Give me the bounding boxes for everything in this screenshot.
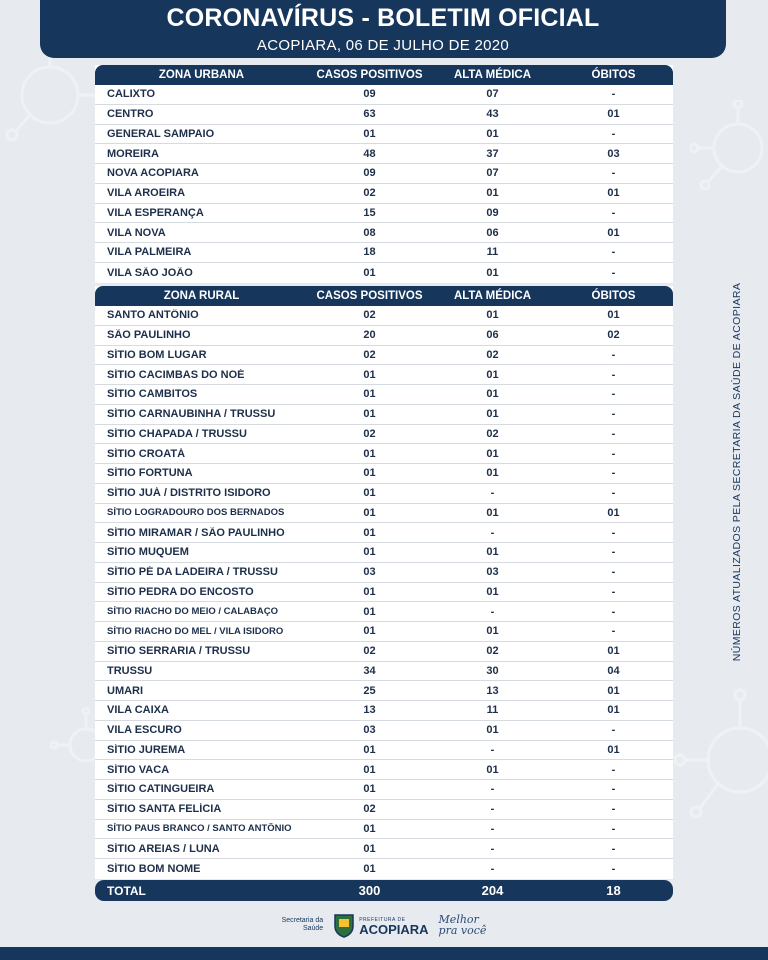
table-row — [95, 184, 673, 204]
table-row — [95, 326, 673, 346]
cases-value: 01 — [363, 763, 376, 776]
location-name: MOREIRA — [107, 147, 159, 160]
cases-value: 01 — [363, 447, 376, 460]
recovered-value: - — [490, 605, 495, 618]
table-row — [95, 365, 673, 385]
deaths-value: - — [611, 467, 616, 480]
location-name: SÍTIO CAMBITOS — [107, 388, 198, 401]
table-row — [95, 444, 673, 464]
location-name: GENERAL SAMPAIO — [107, 127, 215, 140]
deaths-value: - — [611, 724, 616, 737]
cases-value: 01 — [363, 546, 376, 559]
footer-logos — [0, 905, 768, 945]
location-name: CALIXTO — [107, 88, 156, 101]
table-row — [95, 504, 673, 524]
cases-value: 02 — [363, 427, 376, 440]
coat-of-arms-icon — [333, 912, 355, 938]
location-name: VILA ESCURO — [107, 724, 182, 737]
deaths-value: - — [611, 266, 616, 279]
deaths-value: 01 — [607, 645, 620, 658]
cases-value: 01 — [363, 822, 376, 835]
recovered-value: - — [490, 862, 495, 875]
rural-zone-table — [95, 286, 673, 879]
deaths-value: - — [611, 625, 616, 638]
table-row — [95, 306, 673, 326]
table-row — [95, 839, 673, 859]
deaths-value: - — [611, 127, 616, 140]
column-header-recovered: ALTA MÉDICA — [453, 69, 532, 81]
recovered-value: 01 — [486, 187, 499, 200]
location-name: VILA NOVA — [107, 226, 166, 239]
deaths-value: - — [611, 783, 616, 796]
cases-value: 01 — [363, 605, 376, 618]
location-name: SANTO ANTÔNIO — [107, 309, 199, 322]
table-row — [95, 760, 673, 780]
recovered-value: 01 — [486, 585, 499, 598]
cases-value: 02 — [363, 309, 376, 322]
cases-value: 01 — [363, 506, 376, 519]
recovered-value: 01 — [486, 625, 499, 638]
recovered-value: 37 — [486, 147, 499, 160]
location-name: CENTRO — [107, 108, 154, 121]
recovered-value: - — [490, 842, 495, 855]
location-name: VILA ESPERANÇA — [107, 206, 204, 219]
recovered-value: 11 — [486, 704, 499, 717]
bottom-strip — [0, 947, 768, 960]
location-name: SÍTIO CACIMBAS DO NOÉ — [107, 368, 245, 381]
table-row — [95, 681, 673, 701]
deaths-value: - — [611, 526, 616, 539]
deaths-value: 02 — [607, 329, 620, 342]
recovered-value: 06 — [486, 329, 499, 342]
recovered-value: 43 — [486, 108, 499, 121]
location-name: SÍTIO SERRARIA / TRUSSU — [107, 645, 251, 658]
location-name: SÍTIO VACA — [107, 763, 170, 776]
recovered-value: - — [490, 526, 495, 539]
deaths-value: - — [611, 605, 616, 618]
recovered-value: 06 — [486, 226, 499, 239]
deaths-value: - — [611, 585, 616, 598]
cases-value: 02 — [363, 645, 376, 658]
location-name: SÍTIO CATINGUEIRA — [107, 783, 215, 796]
recovered-value: 01 — [486, 368, 499, 381]
city-hall-label: PREFEITURA DE — [359, 917, 406, 923]
deaths-value: - — [611, 246, 616, 259]
cases-value: 03 — [363, 566, 376, 579]
column-header-zone: ZONA RURAL — [163, 290, 240, 302]
recovered-value: 01 — [486, 266, 499, 279]
location-name: SÍTIO FORTUNA — [107, 467, 193, 480]
urban-zone-table — [95, 65, 673, 283]
cases-value: 48 — [363, 147, 376, 160]
deaths-value: 01 — [607, 187, 620, 200]
virus-decoration-icon — [690, 100, 768, 200]
table-row — [95, 263, 673, 283]
recovered-value: - — [490, 487, 495, 500]
cases-value: 18 — [363, 246, 376, 259]
deaths-value: - — [611, 388, 616, 401]
recovered-value: - — [490, 783, 495, 796]
bulletin-title: CORONAVÍRUS - BOLETIM OFICIAL — [166, 4, 600, 32]
table-row — [95, 820, 673, 840]
recovered-value: - — [490, 743, 495, 756]
table-row — [95, 721, 673, 741]
table-row — [95, 105, 673, 125]
total-row — [95, 880, 673, 901]
secretariat-label: Secretaria da — [281, 917, 324, 924]
deaths-value: - — [611, 348, 616, 361]
table-row — [95, 204, 673, 224]
location-name: SÍTIO CHAPADA / TRUSSU — [107, 427, 247, 440]
cases-value: 03 — [363, 724, 376, 737]
deaths-value: - — [611, 427, 616, 440]
location-name: VILA SÃO JOÃO — [107, 266, 193, 279]
table-row — [95, 701, 673, 721]
recovered-value: 01 — [486, 408, 499, 421]
cases-value: 09 — [363, 88, 376, 101]
deaths-value: - — [611, 447, 616, 460]
location-name: SÍTIO RIACHO DO MEIO / CALABAÇO — [107, 606, 278, 618]
cases-value: 08 — [363, 226, 376, 239]
table-header — [95, 65, 673, 85]
location-name: SÍTIO CARNAUBINHA / TRUSSU — [107, 408, 276, 421]
recovered-value: - — [490, 822, 495, 835]
column-header-cases: CASOS POSITIVOS — [316, 69, 423, 81]
recovered-value: 30 — [486, 664, 499, 677]
recovered-value: 01 — [486, 467, 499, 480]
table-row — [95, 164, 673, 184]
location-name: SÍTIO MIRAMAR / SÃO PAULINHO — [107, 526, 285, 539]
deaths-value: - — [611, 822, 616, 835]
location-name: NOVA ACOPIARA — [107, 167, 199, 180]
deaths-value: - — [611, 862, 616, 875]
location-name: SÍTIO PAUS BRANCO / SANTO ANTÔNIO — [107, 823, 292, 835]
deaths-value: - — [611, 803, 616, 816]
cases-value: 01 — [363, 127, 376, 140]
cases-value: 01 — [363, 743, 376, 756]
cases-value: 15 — [363, 206, 376, 219]
total-label: TOTAL — [107, 883, 146, 898]
recovered-value: 11 — [486, 246, 499, 259]
deaths-value: 01 — [607, 704, 620, 717]
slogan — [439, 914, 487, 936]
location-name: UMARI — [107, 684, 144, 697]
table-row — [95, 464, 673, 484]
cases-value: 09 — [363, 167, 376, 180]
column-header-deaths: ÓBITOS — [591, 290, 636, 302]
recovered-value: 01 — [486, 763, 499, 776]
location-name: VILA PALMEIRA — [107, 246, 192, 259]
deaths-value: 03 — [607, 147, 620, 160]
location-name: SÍTIO CROATÁ — [107, 447, 186, 460]
deaths-value: 01 — [607, 506, 620, 519]
location-name: SÍTIO BOM LUGAR — [107, 348, 207, 361]
location-name: SÍTIO MUQUEM — [107, 546, 189, 559]
cases-value: 01 — [363, 368, 376, 381]
slogan-line-2: pra você — [438, 924, 487, 937]
cases-value: 63 — [363, 108, 376, 121]
location-name: SÍTIO JUÁ / DISTRITO ISIDORO — [107, 487, 271, 500]
deaths-value: - — [611, 763, 616, 776]
table-row — [95, 563, 673, 583]
recovered-value: 07 — [486, 167, 499, 180]
cases-value: 02 — [363, 803, 376, 816]
recovered-value: 03 — [486, 566, 499, 579]
location-name: SÍTIO PÉ DA LADEIRA / TRUSSU — [107, 566, 278, 579]
recovered-value: 01 — [486, 447, 499, 460]
table-row — [95, 85, 673, 105]
table-row — [95, 543, 673, 563]
location-name: VILA AROEIRA — [107, 187, 186, 200]
table-row — [95, 243, 673, 263]
deaths-value: - — [611, 368, 616, 381]
cases-value: 01 — [363, 842, 376, 855]
recovered-value: 07 — [486, 88, 499, 101]
table-row — [95, 662, 673, 682]
total-recovered: 204 — [481, 883, 504, 898]
cases-value: 01 — [363, 487, 376, 500]
cases-value: 01 — [363, 625, 376, 638]
slogan-line-1: Melhor — [438, 913, 479, 926]
recovered-value: 01 — [486, 724, 499, 737]
table-row — [95, 125, 673, 145]
recovered-value: 13 — [486, 684, 499, 697]
column-header-recovered: ALTA MÉDICA — [453, 290, 532, 302]
table-row — [95, 346, 673, 366]
cases-value: 01 — [363, 408, 376, 421]
column-header-deaths: ÓBITOS — [591, 69, 636, 81]
source-note: NÚMEROS ATUALIZADOS PELA SECRETARIA DA SAÚDE DE ACOPIARA — [731, 282, 743, 662]
deaths-value: - — [611, 206, 616, 219]
cases-value: 34 — [363, 664, 376, 677]
deaths-value: - — [611, 487, 616, 500]
cases-value: 01 — [363, 862, 376, 875]
city-name: ACOPIARA — [359, 922, 429, 937]
deaths-value: - — [611, 842, 616, 855]
deaths-value: - — [611, 88, 616, 101]
virus-decoration-icon — [670, 680, 768, 840]
table-row — [95, 583, 673, 603]
deaths-value: 01 — [607, 309, 620, 322]
deaths-value: 04 — [607, 664, 620, 677]
cases-value: 01 — [363, 388, 376, 401]
column-header-zone: ZONA URBANA — [158, 69, 245, 81]
column-header-cases: CASOS POSITIVOS — [316, 290, 423, 302]
table-row — [95, 425, 673, 445]
total-cases: 300 — [358, 883, 381, 898]
cases-value: 01 — [363, 266, 376, 279]
recovered-value: 01 — [486, 546, 499, 559]
cases-value: 25 — [363, 684, 376, 697]
location-name: TRUSSU — [107, 664, 153, 677]
total-deaths: 18 — [606, 883, 621, 898]
table-row — [95, 523, 673, 543]
table-row — [95, 405, 673, 425]
health-secretariat-logo — [282, 917, 324, 933]
location-name: SÍTIO AREIAS / LUNA — [107, 842, 220, 855]
table-row — [95, 602, 673, 622]
recovered-value: 02 — [486, 348, 499, 361]
recovered-value: 01 — [486, 309, 499, 322]
recovered-value: 01 — [486, 127, 499, 140]
table-header — [95, 286, 673, 306]
cases-value: 20 — [363, 329, 376, 342]
deaths-value: - — [611, 167, 616, 180]
location-name: SÍTIO JUREMA — [107, 743, 186, 756]
table-row — [95, 223, 673, 243]
table-row — [95, 780, 673, 800]
table-row — [95, 642, 673, 662]
cases-value: 01 — [363, 526, 376, 539]
deaths-value: - — [611, 546, 616, 559]
table-row — [95, 800, 673, 820]
table-row — [95, 385, 673, 405]
bulletin-header — [40, 0, 726, 58]
bulletin-date: ACOPIARA, 06 DE JULHO DE 2020 — [256, 37, 510, 54]
deaths-value: - — [611, 566, 616, 579]
location-name: SÍTIO RIACHO DO MEL / VILA ISIDORO — [107, 625, 284, 637]
recovered-value: 01 — [486, 506, 499, 519]
table-row — [95, 741, 673, 761]
cases-value: 01 — [363, 783, 376, 796]
location-name: SÃO PAULINHO — [107, 329, 191, 342]
deaths-value: - — [611, 408, 616, 421]
location-name: VILA CAIXA — [107, 704, 169, 717]
recovered-value: - — [490, 803, 495, 816]
table-row — [95, 859, 673, 879]
cases-value: 13 — [363, 704, 376, 717]
deaths-value: 01 — [607, 684, 620, 697]
location-name: SÍTIO SANTA FELÍCIA — [107, 803, 222, 816]
recovered-value: 01 — [486, 388, 499, 401]
deaths-value: 01 — [607, 108, 620, 121]
recovered-value: 09 — [486, 206, 499, 219]
health-label: Saúde — [302, 925, 324, 932]
location-name: SÍTIO PEDRA DO ENCOSTO — [107, 585, 254, 598]
cases-value: 01 — [363, 467, 376, 480]
cases-value: 02 — [363, 187, 376, 200]
deaths-value: 01 — [607, 743, 620, 756]
cases-value: 02 — [363, 348, 376, 361]
recovered-value: 02 — [486, 645, 499, 658]
deaths-value: 01 — [607, 226, 620, 239]
table-row — [95, 622, 673, 642]
city-hall-logo — [333, 912, 428, 938]
recovered-value: 02 — [486, 427, 499, 440]
location-name: SÍTIO BOM NOME — [107, 862, 201, 875]
table-row — [95, 484, 673, 504]
location-name: SÍTIO LOGRADOURO DOS BERNADOS — [107, 507, 285, 519]
table-row — [95, 144, 673, 164]
virus-decoration-icon — [50, 700, 100, 790]
cases-value: 01 — [363, 585, 376, 598]
